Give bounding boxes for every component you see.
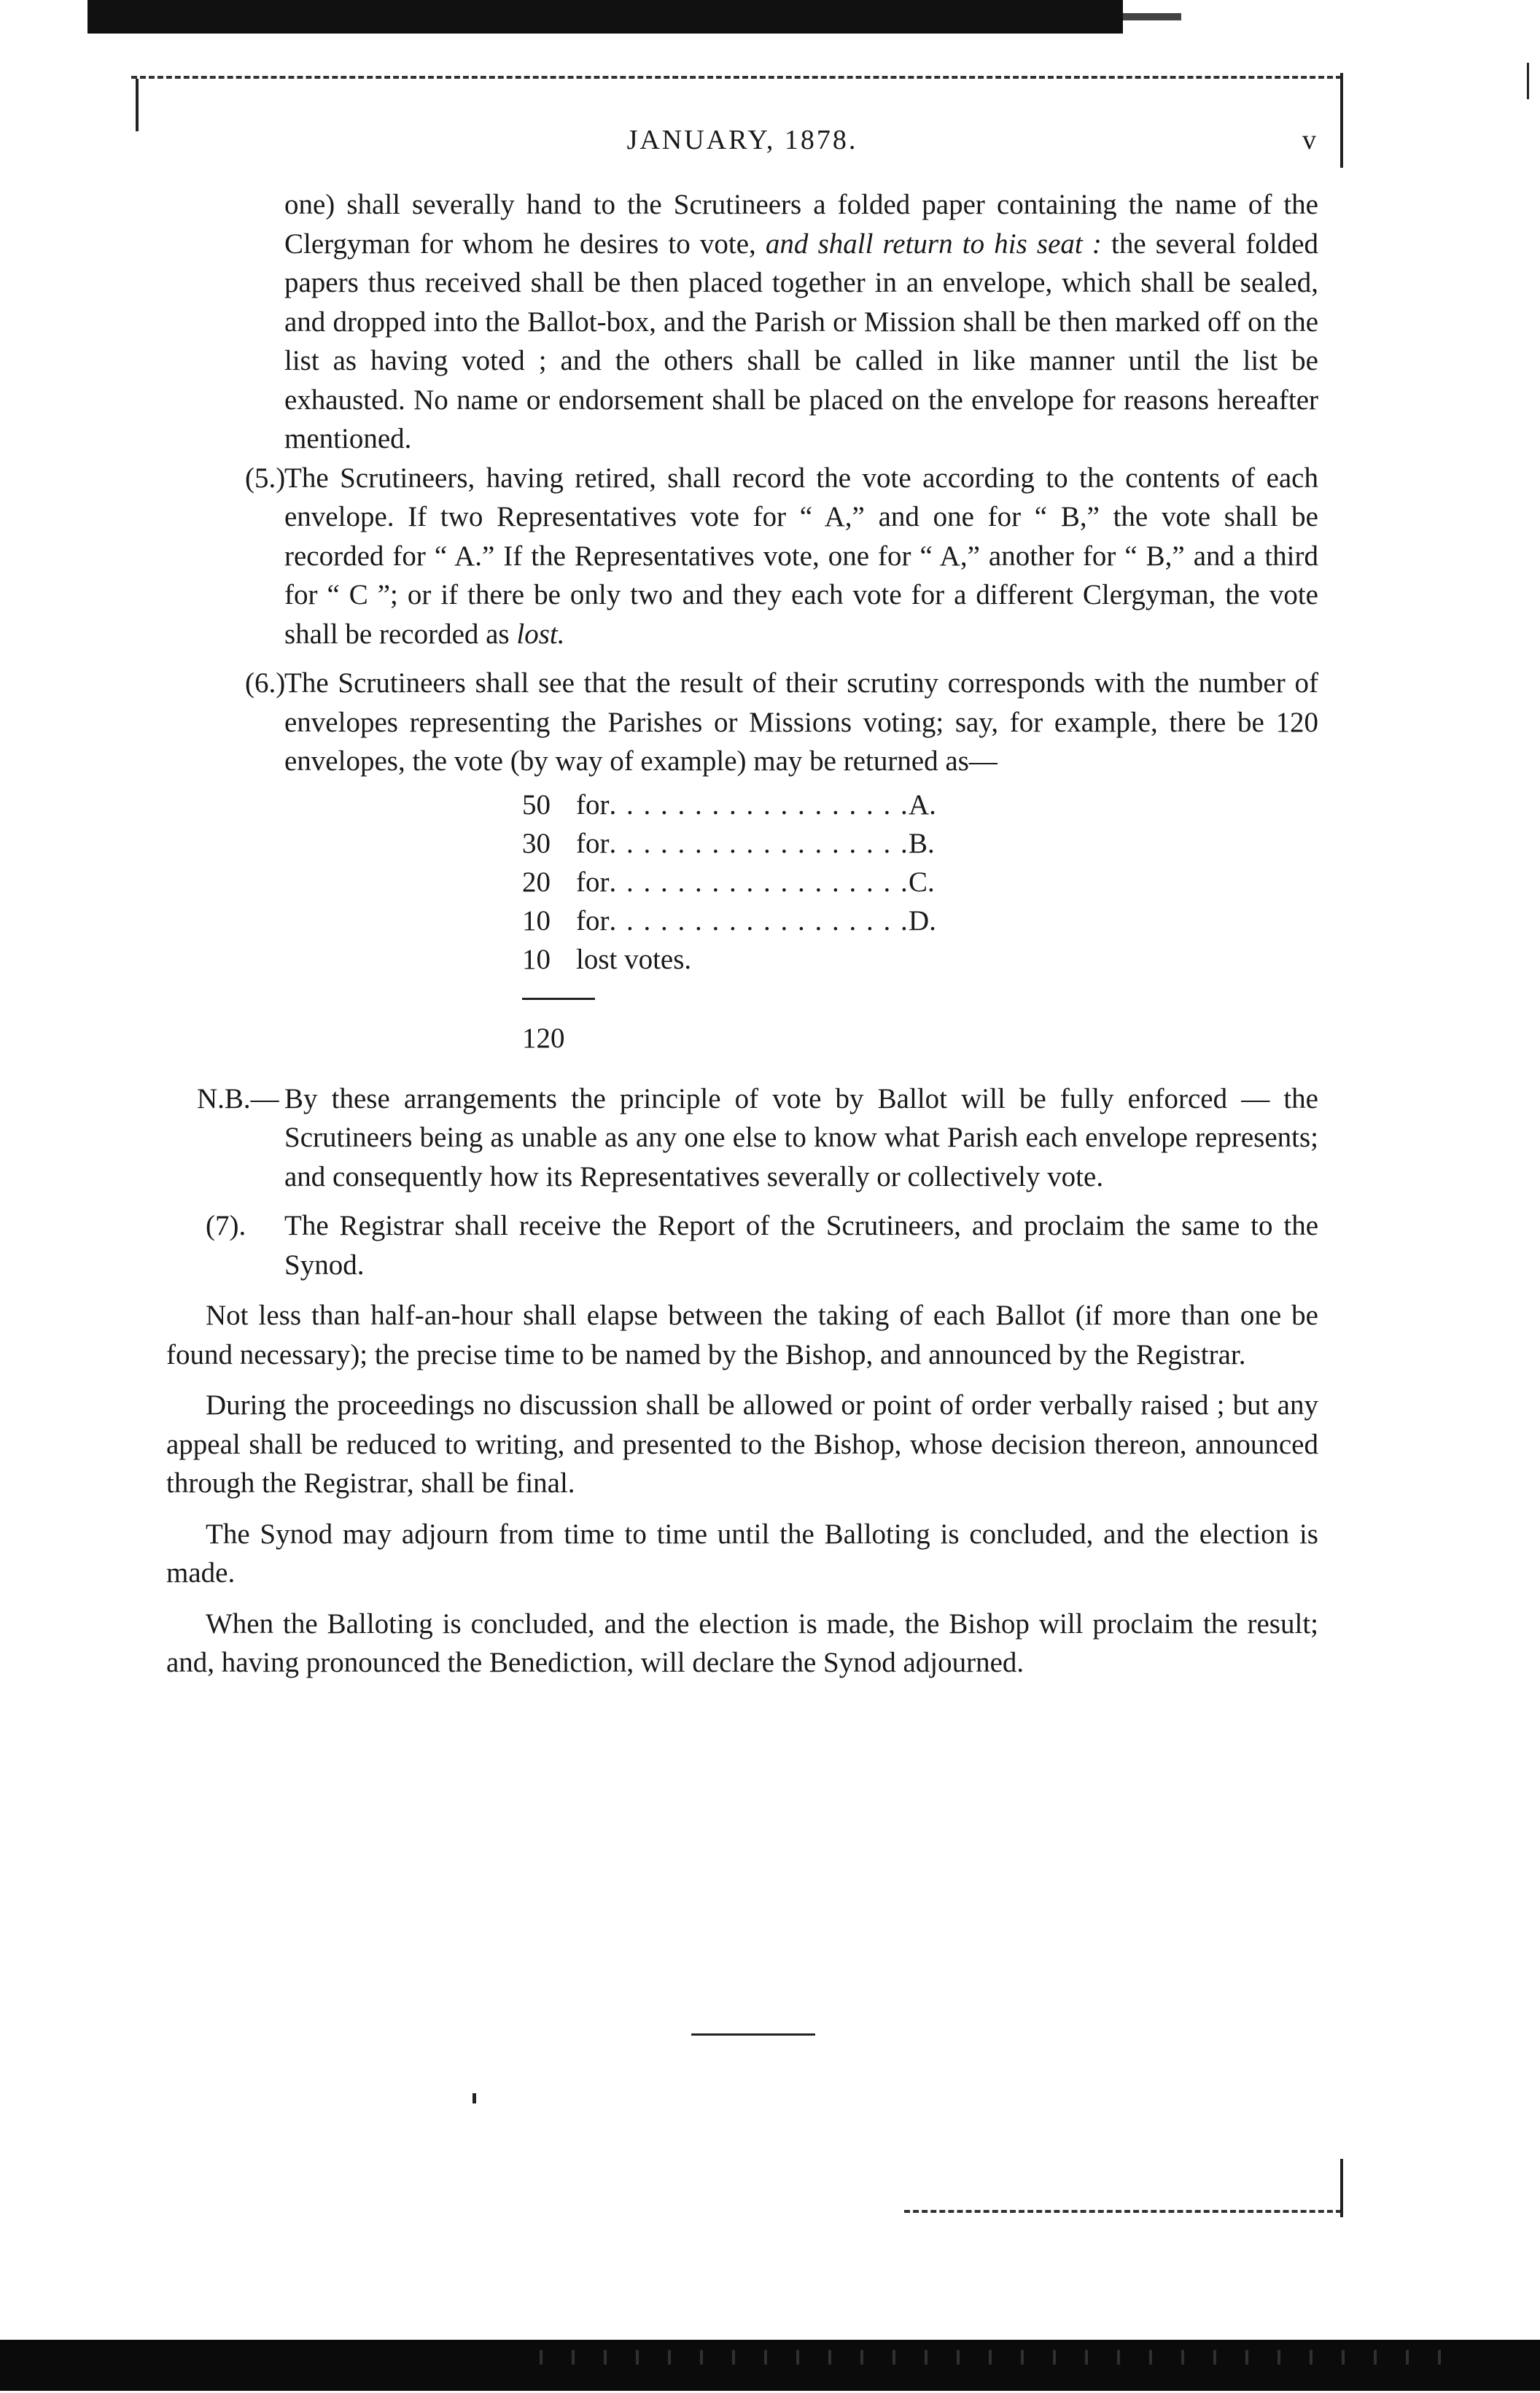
- leader-dots: [609, 786, 909, 824]
- tally-count: 50: [522, 788, 551, 821]
- continuation-paragraph: [166, 185, 1318, 459]
- tally-row: [522, 863, 938, 901]
- tally-label: for: [576, 866, 610, 898]
- tally-label: for: [576, 788, 610, 821]
- tally-row-lost: [522, 940, 938, 979]
- clause-7: [166, 1206, 1318, 1284]
- tally-count: 30: [522, 827, 551, 859]
- left-frame-rule: [136, 79, 139, 131]
- clause-6-text: The Scrutineers shall see that the result of their scrutiny corresponds with the number of envelopes representing the Parishes or Missions voting; say, for example, there be 120 envelopes, the vote (by way of example) may be returned as—: [284, 667, 1318, 777]
- nota-bene-label: N.B.—: [197, 1082, 279, 1114]
- running-header: [166, 124, 1318, 168]
- clause-5-number: (5.): [245, 462, 286, 494]
- page-title: JANUARY, 1878.: [626, 125, 858, 155]
- tally-label: for: [576, 904, 610, 936]
- tally-count: 10: [522, 904, 551, 936]
- document-page: [166, 124, 1318, 1683]
- scan-bottom-border: [0, 2340, 1540, 2391]
- scan-bottom-specks: [510, 2350, 1458, 2365]
- tally-row: [522, 901, 938, 940]
- clause-5-italic: lost.: [516, 618, 565, 650]
- edge-mark: [1527, 63, 1529, 99]
- paragraph: During the proceedings no discussion shall be allowed or point of order verbally raised ; but any appeal shall be reduced to writing, and presented to the Bishop, whose decision thereon, announced through the Registrar, shall be final.: [166, 1389, 1318, 1499]
- right-bottom-rule: [1340, 2159, 1343, 2217]
- ink-speck: [472, 2093, 476, 2103]
- nota-bene: [166, 1079, 1318, 1197]
- bottom-frame-rule: [904, 2210, 1342, 2213]
- tally-row: [522, 786, 938, 824]
- tally-label: lost votes.: [576, 943, 692, 975]
- top-frame-rule: [131, 76, 1342, 79]
- clause-6: [166, 664, 1318, 781]
- tally-candidate: D.: [909, 904, 936, 936]
- right-frame-rule: [1340, 73, 1343, 168]
- clause-7-text: The Registrar shall receive the Report of the Scrutineers, and proclaim the same to the Synod.: [284, 1210, 1318, 1281]
- tally-row: [522, 824, 938, 863]
- tally-candidate: B.: [909, 827, 935, 859]
- tally-candidate: C.: [909, 866, 935, 898]
- leader-dots: [609, 863, 909, 901]
- tally-total: 120: [522, 1022, 565, 1054]
- continuation-text-2: the several folded papers thus received shall be then placed together in an envelope, which shall be sealed, and dropped into the Ballot-box, and the Parish or Mission shall be then marked off on the list as having voted ; and the others shall be called in like manner until the list be exhausted. No name or endorsement shall be placed on the envelope for reasons hereafter mentioned.: [284, 228, 1319, 454]
- tally-count: 20: [522, 866, 551, 898]
- continuation-italic: and shall return to his seat :: [765, 228, 1102, 260]
- paragraph: The Synod may adjourn from time to time until the Balloting is concluded, and the election is made.: [166, 1518, 1318, 1589]
- tally-candidate: A.: [909, 788, 936, 821]
- leader-dots: [609, 901, 909, 940]
- tally-label: for: [576, 827, 610, 859]
- page-number: v: [1302, 125, 1318, 155]
- paragraph: When the Balloting is concluded, and the election is made, the Bishop will proclaim the result; and, having pronounced the Benediction, will declare the Synod adjourned.: [166, 1607, 1318, 1678]
- nota-bene-text: By these arrangements the principle of vote by Ballot will be fully enforced — the Scrutineers being as unable as any one else to know what Parish each envelope represents; and consequently how its Representatives severally or collectively vote.: [284, 1082, 1318, 1192]
- vote-tally: [522, 786, 1318, 1058]
- continuation-text-1: one) shall severally hand to the Scrutineers a folded paper containing the name of the Clergyman for whom he desires to vote,: [284, 189, 1318, 260]
- clause-5: [166, 459, 1318, 654]
- clause-7-number: (7).: [206, 1210, 246, 1241]
- clause-5-text: The Scrutineers, having retired, shall record the vote according to the contents of each envelope. If two Representatives vote for “ A,” and one for “ B,” the vote shall be recorded for “ A.” If the Representatives vote, one for “ A,” another for “ B,” and a third for “ C ”; or if there be only two and they each vote for a different Clergyman, the vote shall be recorded as: [284, 462, 1318, 650]
- scan-top-border-tail: [1123, 13, 1181, 20]
- paragraph: Not less than half-an-hour shall elapse between the taking of each Ballot (if more than one be found necessary); the precise time to be named by the Bishop, and announced by the Registrar.: [166, 1300, 1318, 1370]
- tally-count: 10: [522, 943, 551, 975]
- leader-dots: [609, 824, 909, 863]
- scan-top-border: [88, 0, 1123, 34]
- clause-6-number: (6.): [245, 667, 286, 699]
- sum-rule: [522, 998, 595, 1000]
- closing-rule: [691, 2033, 815, 2036]
